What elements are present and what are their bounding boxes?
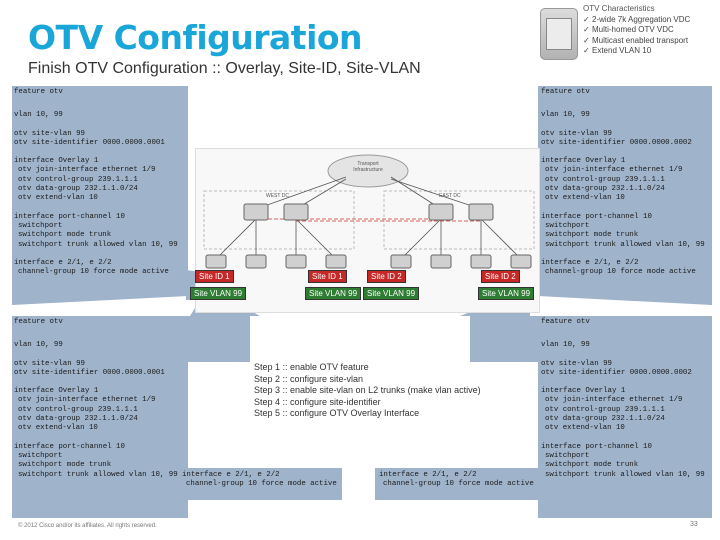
step-item: Step 5 :: configure OTV Overlay Interface [254,408,420,418]
config-line: channel-group 10 force mode active [545,268,696,277]
config-line: interface e 2/1, e 2/2 [541,258,639,267]
config-line: vlan 10, 99 [541,341,590,350]
config-line: otv control-group 239.1.1.1 [18,175,138,184]
config-line: interface port-channel 10 [14,442,125,451]
config-line: otv data-group 232.1.1.0/24 [18,185,138,194]
config-line: otv extend-vlan 10 [545,194,625,203]
site-vlan-tag: Site VLAN 99 [363,287,419,300]
west-dc-label: WEST DC [266,193,289,199]
config-line: switchport mode trunk [545,461,639,470]
step-item: Step 2 :: configure site-vlan [254,373,364,384]
config-line: otv site-vlan 99 [541,129,612,138]
config-line: switchport [18,451,63,460]
site-vlan-tag: Site VLAN 99 [190,287,246,300]
config-line: switchport mode trunk [18,461,112,470]
config-line: feature otv [541,318,590,326]
page-number: 33 [690,521,698,528]
config-line: interface e 2/1, e 2/2 [182,471,280,479]
config-line: otv site-identifier 0000.0000.0002 [541,138,692,147]
switch-icons [206,204,531,268]
config-line: otv control-group 239.1.1.1 [18,405,138,414]
copyright: © 2012 Cisco and/or its affiliates. All rights reserved. [18,523,157,529]
characteristics-heading: OTV Characteristics [583,4,655,13]
config-line: switchport mode trunk [545,231,639,240]
config-bottom-left [14,318,178,480]
step-item: Step 4 :: configure site-identifier [254,396,381,407]
config-line: channel-group 10 force mode active [18,268,169,277]
config-line: feature otv [541,88,590,96]
config-line: otv join-interface ethernet 1/9 [18,396,156,405]
config-line: otv join-interface ethernet 1/9 [18,166,156,175]
slide-subtitle: Finish OTV Configuration :: Overlay, Site-ID, Site-VLAN [28,60,421,77]
config-line: otv join-interface ethernet 1/9 [545,166,683,175]
config-line: switchport [545,221,590,230]
config-line: interface e 2/1, e 2/2 [14,258,112,267]
eth-config-right [379,471,534,490]
config-top-right [541,88,705,277]
config-line: vlan 10, 99 [14,341,63,350]
site-id-tag: Site ID 2 [481,270,520,283]
step-item: Step 3 :: enable site-vlan on L2 trunks (make vlan active) [254,385,481,395]
config-top-left [14,88,178,277]
config-line: otv site-vlan 99 [541,359,612,368]
site-id-tag: Site ID 1 [195,270,234,283]
config-bottom-right [541,318,705,480]
config-line: otv extend-vlan 10 [18,424,98,433]
characteristic-item: 2-wide 7k Aggregation VDC [592,14,691,24]
config-line: switchport trunk allowed vlan 10, 99 [18,470,178,479]
site-vlan-tag: Site VLAN 99 [305,287,361,300]
slide-title: OTV Configuration [28,18,363,57]
config-line: otv data-group 232.1.1.0/24 [545,185,665,194]
check-icon: ✓ [583,35,590,45]
config-line: interface Overlay 1 [541,387,626,396]
site-id-tag: Site ID 1 [308,270,347,283]
eth-config-left [182,471,337,490]
config-line: otv control-group 239.1.1.1 [545,175,665,184]
config-line: otv site-identifier 0000.0000.0001 [14,138,165,147]
config-line: switchport trunk allowed vlan 10, 99 [545,470,705,479]
site-vlan-tag: Site VLAN 99 [478,287,534,300]
steps-list [254,362,481,420]
config-line: interface port-channel 10 [541,442,652,451]
config-line: switchport mode trunk [18,231,112,240]
east-dc-box [384,191,534,249]
config-line: otv join-interface ethernet 1/9 [545,396,683,405]
config-line: switchport [18,221,63,230]
config-line: interface e 2/1, e 2/2 [379,471,477,479]
east-dc-label: EAST DC [439,193,461,199]
config-line: interface Overlay 1 [14,387,99,396]
characteristic-item: Extend VLAN 10 [592,46,652,56]
config-line: otv site-vlan 99 [14,129,85,138]
config-line: interface Overlay 1 [541,157,626,166]
characteristic-item: Multi-homed OTV VDC [592,25,674,35]
step-item: Step 1 :: enable OTV feature [254,362,369,372]
config-line: otv control-group 239.1.1.1 [545,405,665,414]
config-line: feature otv [14,318,63,326]
config-line: vlan 10, 99 [541,111,590,120]
cloud-label: Transport Infrastructure [353,161,383,173]
check-icon: ✓ [583,14,590,24]
config-line: switchport trunk allowed vlan 10, 99 [545,240,705,249]
site-id-tag: Site ID 2 [367,270,406,283]
config-line: vlan 10, 99 [14,111,63,120]
check-icon: ✓ [583,25,590,35]
config-line: otv extend-vlan 10 [18,194,98,203]
config-line: otv site-vlan 99 [14,359,85,368]
config-line: otv site-identifier 0000.0000.0002 [541,368,692,377]
config-line: otv site-identifier 0000.0000.0001 [14,368,165,377]
config-line: otv data-group 232.1.1.0/24 [18,415,138,424]
characteristic-item: Multicast enabled transport [592,35,689,45]
config-line: otv data-group 232.1.1.0/24 [545,415,665,424]
config-line: switchport trunk allowed vlan 10, 99 [18,240,178,249]
config-line: channel-group 10 force mode active [186,480,337,489]
config-line: feature otv [14,88,63,96]
config-line: interface port-channel 10 [541,212,652,221]
config-line: switchport [545,451,590,460]
west-dc-box [204,191,354,249]
config-line: interface port-channel 10 [14,212,125,221]
config-line: otv extend-vlan 10 [545,424,625,433]
config-line: channel-group 10 force mode active [383,480,534,489]
config-line: interface Overlay 1 [14,157,99,166]
check-icon: ✓ [583,46,590,56]
